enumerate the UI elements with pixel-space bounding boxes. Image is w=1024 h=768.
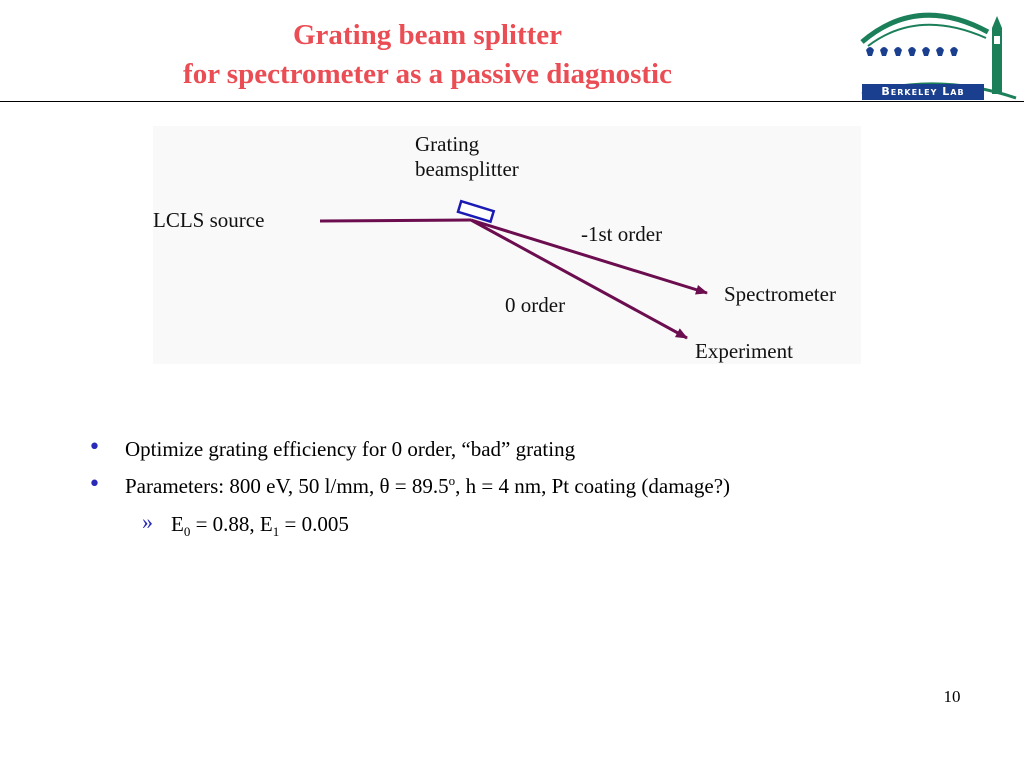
parameters-prefix: Parameters: 800 eV, 50 l/mm, θ = 89.5 — [125, 474, 449, 498]
parameters-suffix: , h = 4 nm, Pt coating (damage?) — [455, 474, 731, 498]
grating-label-line-1: Grating — [415, 132, 480, 156]
e1-symbol: E — [259, 512, 273, 536]
incoming-beam — [320, 220, 471, 221]
first-order-label: -1st order — [581, 222, 663, 246]
e1-value: = 0.005 — [279, 512, 349, 536]
e0-subscript: 0 — [183, 524, 191, 540]
zero-order-label: 0 order — [505, 293, 566, 317]
slide-title — [0, 16, 855, 94]
e0-value: = 0.88, — [190, 512, 260, 536]
bullet-text: Optimize grating efficiency for 0 order, “bad” grating — [125, 437, 576, 461]
page-number: 10 — [943, 687, 961, 706]
e1-subscript: 1 — [272, 524, 280, 540]
experiment-label: Experiment — [695, 339, 793, 363]
degree-superscript: o — [448, 473, 456, 488]
berkeley-lab-logo — [858, 2, 1018, 102]
beamsplitter-diagram — [153, 126, 861, 364]
spectrometer-label: Spectrometer — [724, 282, 836, 306]
bullet-dot-icon: • — [88, 472, 101, 497]
logo-text: Berkeley Lab — [881, 85, 965, 98]
bullet-text — [125, 473, 730, 499]
title-line-2: for spectrometer as a passive diagnostic — [183, 58, 672, 90]
grating-label-line-2: beamsplitter — [415, 157, 519, 181]
sub-bullet-text — [171, 511, 349, 540]
e0-symbol: E — [171, 512, 184, 536]
bullet-dot-icon: • — [88, 435, 101, 460]
source-label: LCLS source — [153, 208, 265, 232]
sub-bullet-marker: » — [142, 509, 153, 534]
title-line-1: Grating beam splitter — [292, 19, 562, 51]
